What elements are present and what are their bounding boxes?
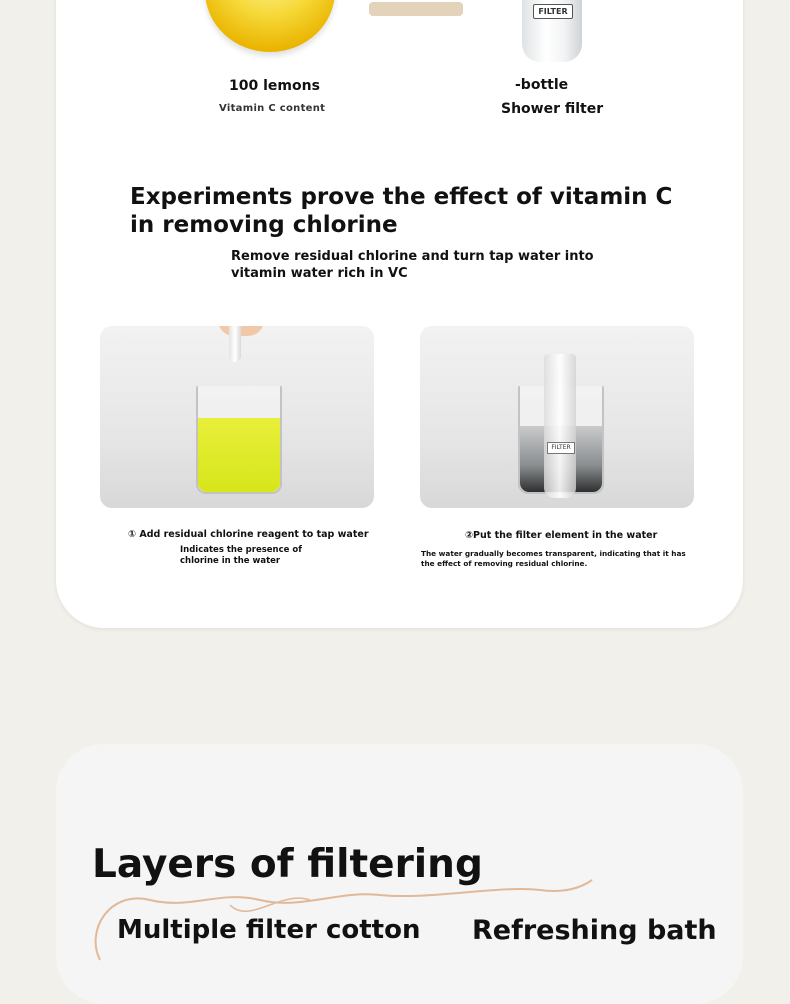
bottle-filter-label: FILTER	[533, 4, 573, 19]
filter-element-label: FILTER	[547, 442, 575, 454]
comparison-bar	[369, 2, 463, 16]
bottle-subtitle: Shower filter	[501, 101, 604, 117]
lemons-subtitle: Vitamin C content	[219, 103, 326, 114]
step1-description: Indicates the presence of chlorine in the water	[180, 545, 302, 566]
step2-title: ②Put the filter element in the water	[465, 530, 658, 541]
step2-description: The water gradually becomes transparent, indicating that it has the effect of removing residual chlorine.	[421, 549, 686, 568]
yellow-liquid	[198, 418, 280, 492]
experiment-photo-reagent	[100, 326, 374, 508]
dropper-image	[229, 326, 241, 362]
beaker-image	[196, 386, 282, 494]
hand-image	[218, 326, 264, 336]
lemons-title: 100 lemons	[229, 78, 320, 94]
experiment-title: Experiments prove the effect of vitamin C in removing chlorine	[130, 184, 673, 238]
experiment-photo-filter	[420, 326, 694, 508]
layers-title: Layers of filtering	[92, 842, 483, 887]
feature-refreshing-bath: Refreshing bath	[472, 915, 717, 946]
bottle-title: -bottle	[515, 77, 569, 93]
step1-title: ① Add residual chlorine reagent to tap water	[128, 529, 369, 540]
feature-filter-cotton: Multiple filter cotton	[117, 915, 421, 945]
filter-element-image	[544, 354, 576, 498]
experiment-subtitle: Remove residual chlorine and turn tap water into vitamin water rich in VC	[231, 249, 594, 281]
